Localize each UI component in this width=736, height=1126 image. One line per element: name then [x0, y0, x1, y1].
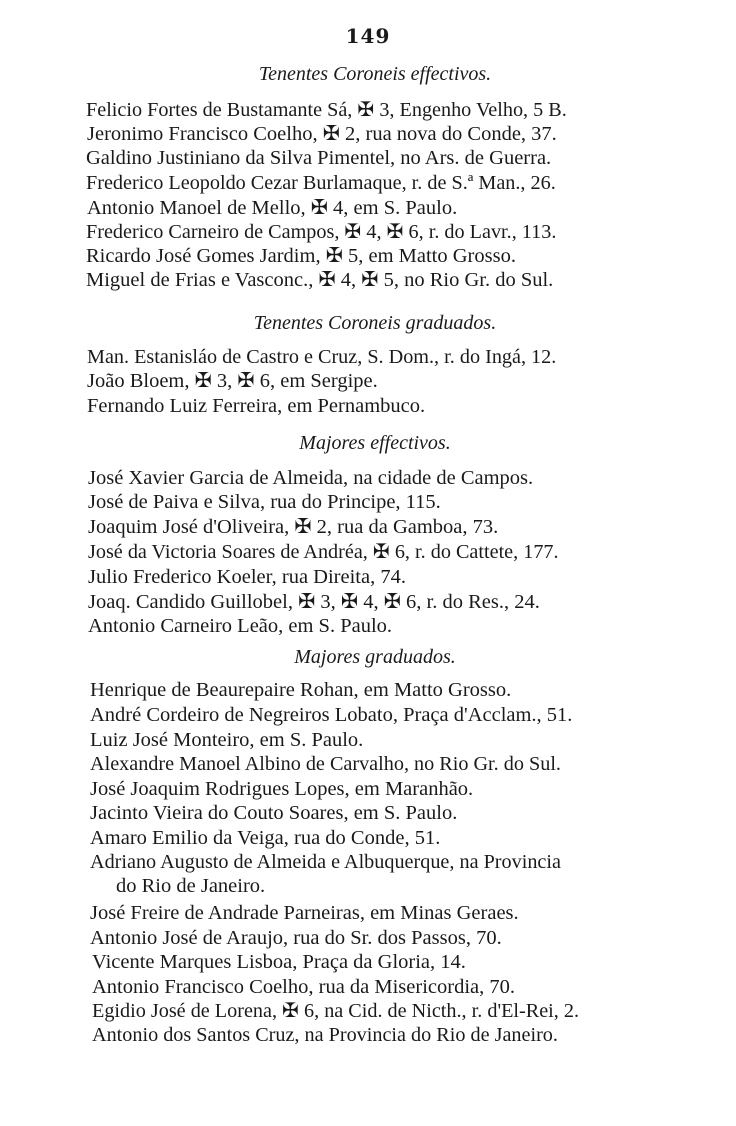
- list-item: Miguel de Frias e Vasconc., ✠ 4, ✠ 5, no Rio Gr. do Sul.: [86, 269, 554, 291]
- list-item: Luiz José Monteiro, em S. Paulo.: [90, 729, 364, 751]
- list-item: Joaquim José d'Oliveira, ✠ 2, rua da Gamboa, 73.: [88, 516, 499, 538]
- section-title-tenentes-coroneis-effectivos: Tenentes Coroneis effectivos.: [258, 63, 492, 85]
- list-item: Man. Estanisláo de Castro e Cruz, S. Dom., r. do Ingá, 12.: [87, 346, 557, 368]
- list-item: Ricardo José Gomes Jardim, ✠ 5, em Matto Grosso.: [86, 245, 516, 267]
- list-item: Frederico Leopoldo Cezar Burlamaque, r. de S.ª Man., 26.: [86, 172, 556, 194]
- list-item: Antonio Carneiro Leão, em S. Paulo.: [88, 615, 393, 637]
- list-item: José de Paiva e Silva, rua do Principe, 115.: [88, 491, 441, 513]
- section-title-majores-effectivos: Majores effectivos.: [299, 432, 451, 454]
- list-item: Antonio Manoel de Mello, ✠ 4, em S. Paulo.: [87, 197, 458, 219]
- list-item: Felicio Fortes de Bustamante Sá, ✠ 3, Engenho Velho, 5 B.: [86, 99, 567, 121]
- list-item: Jeronimo Francisco Coelho, ✠ 2, rua nova do Conde, 37.: [87, 123, 557, 145]
- list-item: José Joaquim Rodrigues Lopes, em Maranhão.: [90, 778, 474, 800]
- list-item: Galdino Justiniano da Silva Pimentel, no Ars. de Guerra.: [86, 147, 552, 169]
- page-number: 149: [345, 24, 391, 48]
- list-item: Joaq. Candido Guillobel, ✠ 3, ✠ 4, ✠ 6, r. do Res., 24.: [88, 591, 540, 613]
- list-item: Antonio Francisco Coelho, rua da Misericordia, 70.: [92, 976, 516, 998]
- section-title-tenentes-coroneis-graduados: Tenentes Coroneis graduados.: [253, 312, 497, 334]
- list-item: Henrique de Beaurepaire Rohan, em Matto Grosso.: [90, 679, 512, 701]
- list-item: Antonio dos Santos Cruz, na Provincia do Rio de Janeiro.: [92, 1024, 558, 1046]
- list-item: André Cordeiro de Negreiros Lobato, Praça d'Acclam., 51.: [90, 704, 573, 726]
- section-title-majores-graduados: Majores graduados.: [294, 646, 456, 668]
- list-item: Adriano Augusto de Almeida e Albuquerque, na Provincia: [90, 851, 561, 873]
- list-item-continuation: do Rio de Janeiro.: [116, 875, 266, 897]
- list-item: João Bloem, ✠ 3, ✠ 6, em Sergipe.: [87, 370, 378, 392]
- list-item: José Freire de Andrade Parneiras, em Minas Geraes.: [90, 902, 519, 924]
- list-item: Jacinto Vieira do Couto Soares, em S. Paulo.: [90, 802, 458, 824]
- list-item: Frederico Carneiro de Campos, ✠ 4, ✠ 6, r. do Lavr., 113.: [86, 221, 557, 243]
- list-item: Egidio José de Lorena, ✠ 6, na Cid. de Nicth., r. d'El-Rei, 2.: [92, 1000, 580, 1022]
- list-item: Fernando Luiz Ferreira, em Pernambuco.: [87, 395, 426, 417]
- list-item: Julio Frederico Koeler, rua Direita, 74.: [88, 566, 406, 588]
- list-item: José da Victoria Soares de Andréa, ✠ 6, r. do Cattete, 177.: [88, 541, 559, 563]
- list-item: José Xavier Garcia de Almeida, na cidade de Campos.: [88, 467, 534, 489]
- list-item: Vicente Marques Lisboa, Praça da Gloria, 14.: [92, 951, 466, 973]
- list-item: Alexandre Manoel Albino de Carvalho, no Rio Gr. do Sul.: [90, 753, 561, 775]
- list-item: Amaro Emilio da Veiga, rua do Conde, 51.: [90, 827, 441, 849]
- list-item: Antonio José de Araujo, rua do Sr. dos Passos, 70.: [90, 927, 502, 949]
